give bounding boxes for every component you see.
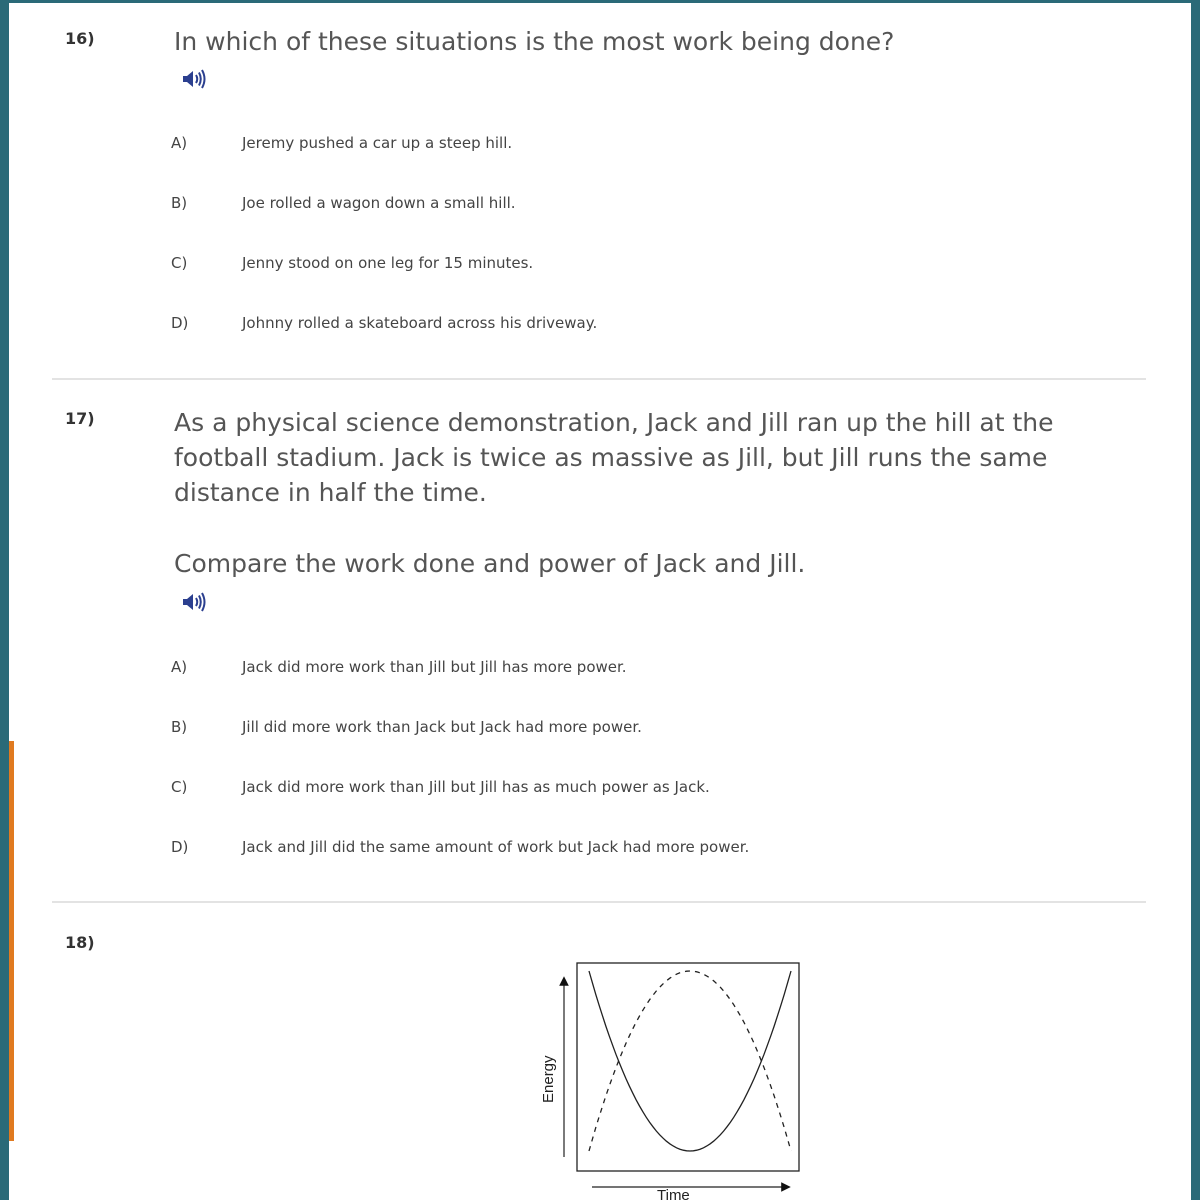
divider [52,378,1146,380]
option-letter: A) [171,658,188,676]
dashed-energy-curve [589,971,791,1151]
option-letter: A) [171,134,188,152]
question-prompt: Compare the work done and power of Jack and Jill. [174,549,806,578]
question-text: As a physical science demonstration, Jack and Jill ran up the hill at the football stadium. Jack is twice as massive as Jill, but Jill runs the same distance in half the time. [174,408,1054,507]
solid-energy-curve [589,971,791,1151]
plot-frame [577,963,799,1171]
answer-option[interactable]: Jill did more work than Jack but Jack had more power. [242,718,642,736]
option-letter: C) [171,254,188,272]
divider [52,901,1146,903]
question-number: 16) [65,29,95,48]
option-letter: B) [171,718,188,736]
energy-time-chart [519,953,819,1200]
answer-option[interactable]: Joe rolled a wagon down a small hill. [242,194,516,212]
option-letter: D) [171,314,189,332]
question-text: In which of these situations is the most work being done? [174,27,895,56]
option-letter: B) [171,194,188,212]
answer-option[interactable]: Johnny rolled a skateboard across his driveway. [242,314,598,332]
question-number: 17) [65,409,95,428]
answer-option[interactable]: Jack did more work than Jill but Jill has as much power as Jack. [242,778,710,796]
answer-option[interactable]: Jack did more work than Jill but Jill has more power. [242,658,627,676]
series-layer [589,971,791,1151]
speaker-icon[interactable] [182,68,208,90]
answer-option[interactable]: Jenny stood on one leg for 15 minutes. [242,254,534,272]
quiz-page [9,3,1191,1200]
y-axis-label: Energy [540,1055,557,1103]
x-axis-label: Time [657,1187,690,1200]
answer-option[interactable]: Jack and Jill did the same amount of work but Jack had more power. [242,838,750,856]
scroll-indicator [9,741,14,1141]
question-number: 18) [65,933,95,952]
answer-option[interactable]: Jeremy pushed a car up a steep hill. [242,134,513,152]
option-letter: C) [171,778,188,796]
speaker-icon[interactable] [182,591,208,613]
option-letter: D) [171,838,189,856]
